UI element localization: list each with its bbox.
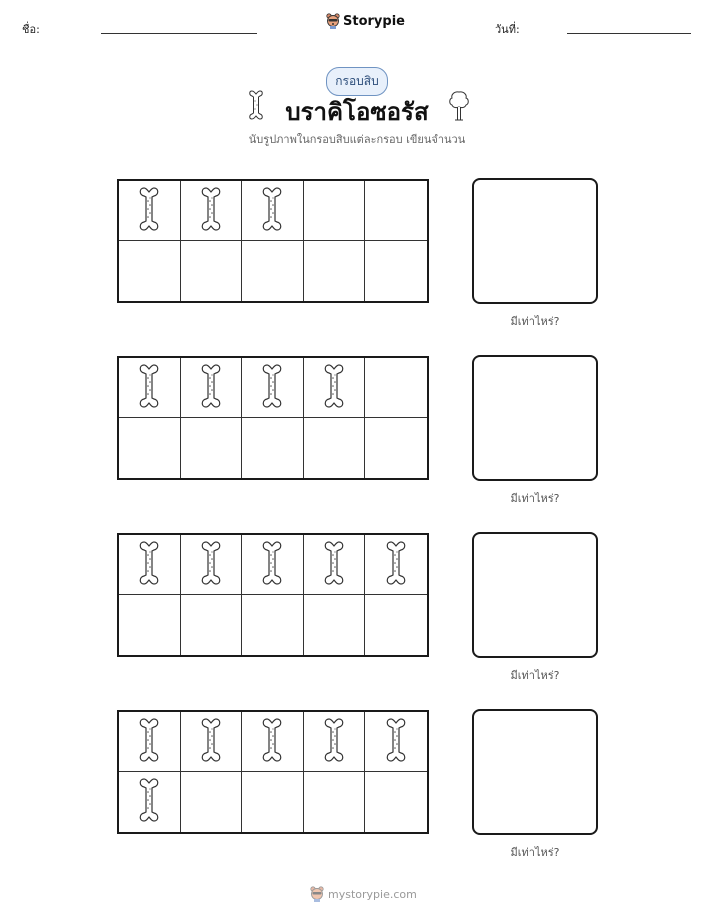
bone-icon [261, 540, 283, 590]
brand-logo [326, 13, 405, 29]
how-many-question: มีเท่าไหร่? [510, 669, 560, 682]
bone-icon [200, 717, 222, 767]
ten-frame-cell [304, 181, 366, 241]
ten-frame-cell [181, 595, 243, 655]
ten-frame-cell [304, 712, 366, 772]
tree-icon [446, 88, 472, 126]
answer-box[interactable] [472, 709, 598, 835]
ten-frame-cell [119, 241, 181, 301]
bone-icon [261, 717, 283, 767]
ten-frame-cell [119, 535, 181, 595]
bone-icon [248, 89, 264, 125]
ten-frame [117, 710, 429, 834]
page-title: บราคิโอซอรัส [285, 98, 429, 126]
bone-icon [323, 540, 345, 590]
bone-icon [385, 717, 407, 767]
instructions: นับรูปภาพในกรอบสิบแต่ละกรอบ เขียนจำนวน [248, 133, 466, 146]
storypie-bear-icon [310, 886, 324, 902]
ten-frame-cell [365, 535, 427, 595]
ten-frame-cell [242, 595, 304, 655]
bone-icon [323, 717, 345, 767]
ten-frame-cell [181, 418, 243, 478]
bone-icon [138, 777, 160, 827]
ten-frame-cell [119, 595, 181, 655]
ten-frame-cell [181, 772, 243, 832]
ten-frame-cell [119, 418, 181, 478]
ten-frame-cell [365, 772, 427, 832]
bone-icon [138, 186, 160, 236]
ten-frame-cell [304, 772, 366, 832]
ten-frame-cell [181, 181, 243, 241]
ten-frame-cell [119, 181, 181, 241]
brand-name: Storypie [343, 13, 405, 29]
ten-frame-cell [242, 358, 304, 418]
ten-frame-cell [365, 712, 427, 772]
bone-icon [200, 363, 222, 413]
name-field[interactable] [101, 33, 257, 34]
bone-icon [138, 363, 160, 413]
ten-frame-cell [365, 418, 427, 478]
bone-icon [261, 186, 283, 236]
bone-icon [138, 540, 160, 590]
bone-icon [200, 186, 222, 236]
ten-frame [117, 533, 429, 657]
ten-frame [117, 356, 429, 480]
bone-icon [261, 363, 283, 413]
name-label: ชื่อ: [22, 23, 40, 36]
answer-box[interactable] [472, 355, 598, 481]
how-many-question: มีเท่าไหร่? [510, 315, 560, 328]
ten-frame-cell [119, 712, 181, 772]
bone-icon [138, 717, 160, 767]
ten-frame [117, 179, 429, 303]
footer [310, 886, 417, 902]
ten-frame-cell [181, 358, 243, 418]
ten-frame-cell [304, 358, 366, 418]
bone-icon [385, 540, 407, 590]
ten-frame-cell [365, 181, 427, 241]
ten-frame-cell [242, 712, 304, 772]
date-field[interactable] [567, 33, 691, 34]
ten-frame-cell [242, 181, 304, 241]
date-label: วันที่: [495, 23, 520, 36]
ten-frame-cell [242, 418, 304, 478]
ten-frame-cell [365, 241, 427, 301]
answer-box[interactable] [472, 532, 598, 658]
ten-frame-cell [304, 595, 366, 655]
ten-frame-cell [119, 772, 181, 832]
footer-url[interactable]: mystorypie.com [328, 887, 417, 901]
ten-frame-cell [242, 241, 304, 301]
ten-frame-cell [181, 241, 243, 301]
bone-icon [200, 540, 222, 590]
how-many-question: มีเท่าไหร่? [510, 846, 560, 859]
ten-frame-cell [119, 358, 181, 418]
ten-frame-cell [181, 535, 243, 595]
answer-box[interactable] [472, 178, 598, 304]
topic-badge: กรอบสิบ [326, 67, 388, 96]
storypie-bear-icon [326, 13, 340, 29]
bone-icon [323, 363, 345, 413]
ten-frame-cell [304, 418, 366, 478]
ten-frame-cell [242, 535, 304, 595]
ten-frame-cell [242, 772, 304, 832]
ten-frame-cell [181, 712, 243, 772]
ten-frame-cell [304, 241, 366, 301]
ten-frame-cell [365, 595, 427, 655]
ten-frame-cell [365, 358, 427, 418]
how-many-question: มีเท่าไหร่? [510, 492, 560, 505]
ten-frame-cell [304, 535, 366, 595]
